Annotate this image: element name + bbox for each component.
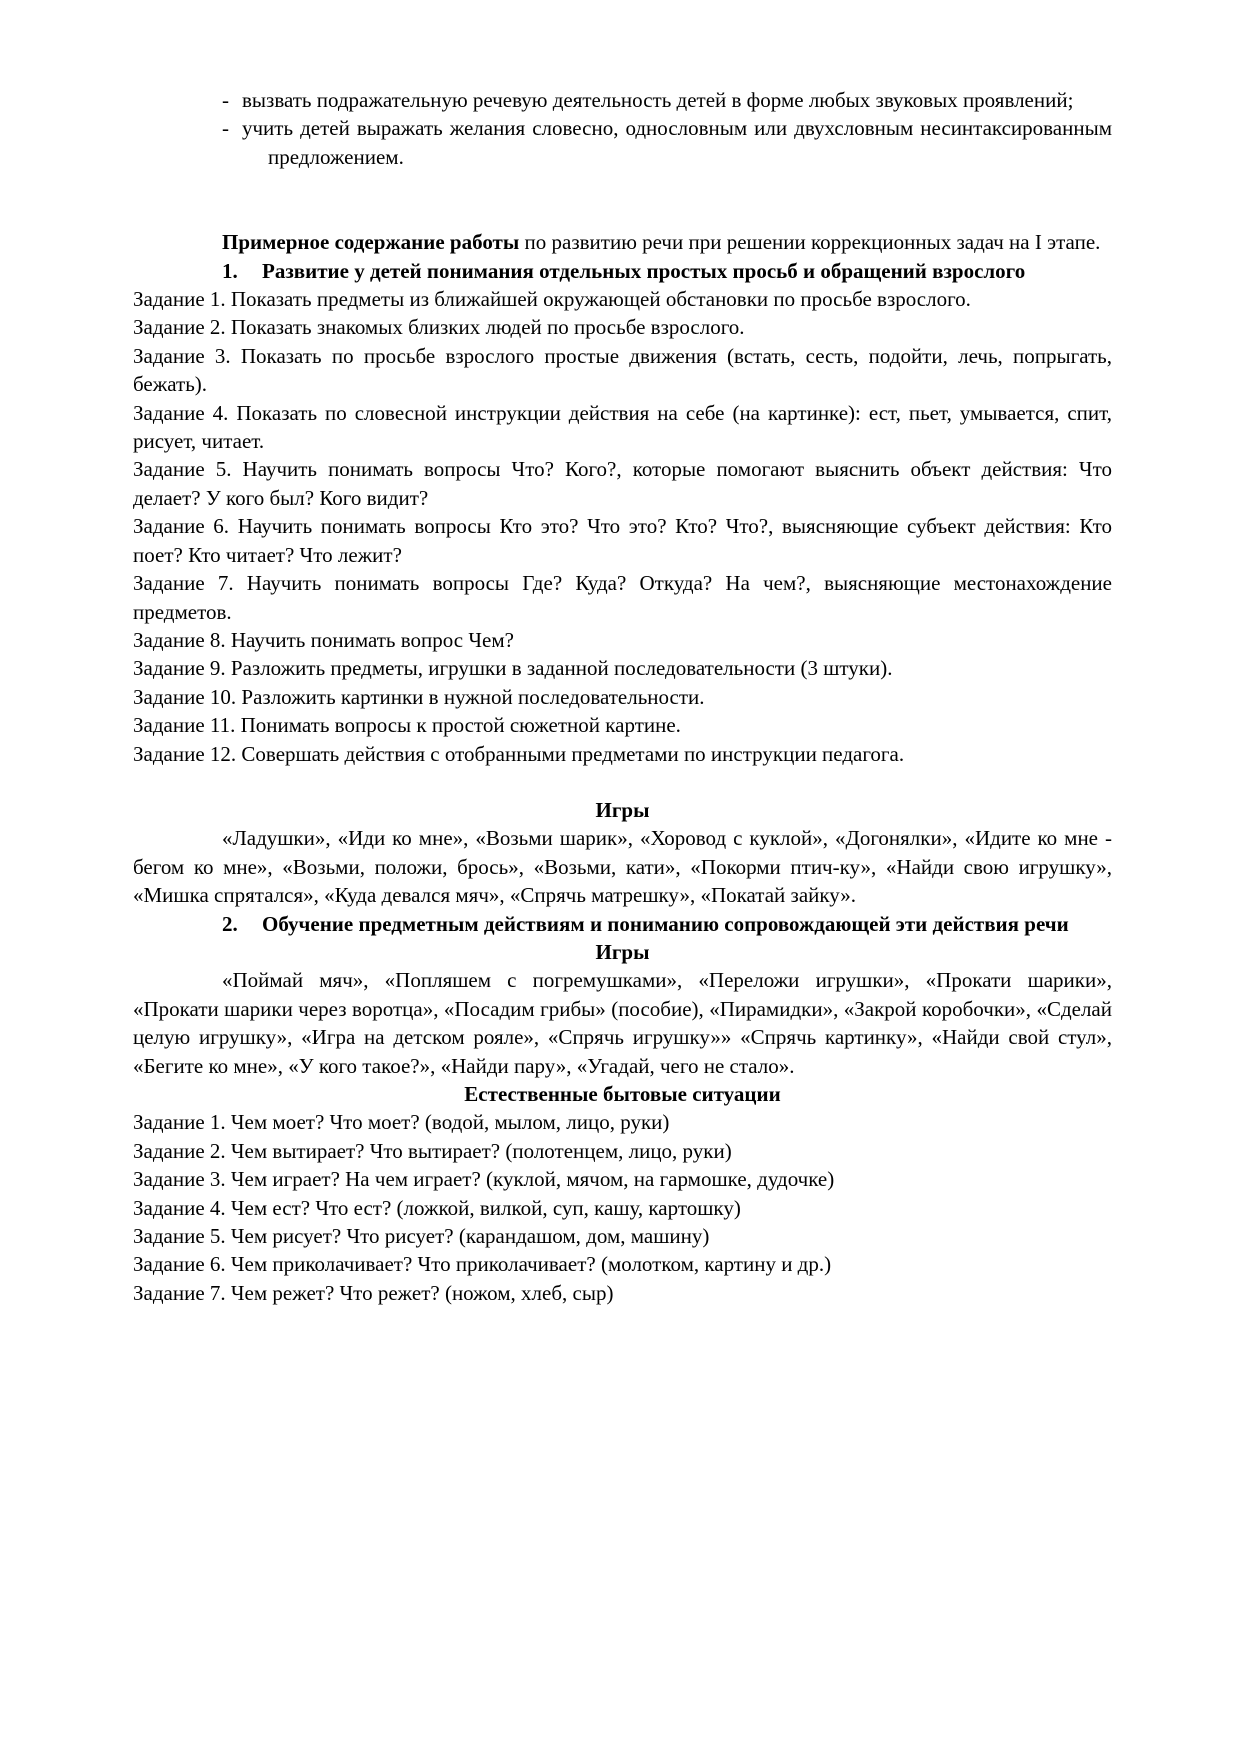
task-item: Задание 7. Чем режет? Что режет? (ножом, хлеб, сыр) [133,1280,614,1305]
intro-rest: по развитию речи при решении коррекционных задач на I этапе. [519,230,1101,255]
bullet-item [133,114,1112,171]
section2-heading [133,910,1112,938]
bullet-item [133,86,1112,114]
task-item: Задание 5. Научить понимать вопросы Что? Кого?, которые помогают выяснить объект действия: Что делает? У кого был? Кого видит? [133,457,1112,510]
task-item: Задание 12. Совершать действия с отобранными предметами по инструкции педагога. [133,741,905,766]
section2-games-paragraph: «Поймай мяч», «Попляшем с погремушками», «Переложи игрушки», «Прокати шарики», «Прокати шарики через воротца», «Посадим грибы» (пособие), «Пирамидки», «Закрой коробочки», «Сделай целую игрушку», «Игра на детском рояле», «Спрячь игрушку»» «Спрячь картинку», «Найди свой стул», «Бегите ко мне», «У кого такое?», «Найди пару», «Угадай, чего не стало». [133,968,1112,1078]
section2-task-list [133,1108,1112,1307]
section1-title: Развитие у детей понимания отдельных простых просьб и обращений взрослого [262,258,1026,283]
task-item: Задание 1. Чем моет? Что моет? (водой, мылом, лицо, руки) [133,1110,670,1135]
situations-heading: Естественные бытовые ситуации [464,1082,781,1106]
task-item: Задание 4. Показать по словесной инструкции действия на себе (на картинке): ест, пьет, умывается, спит, рисует, читает. [133,400,1112,454]
dash-bullet-marker: - [222,116,229,141]
task-item: Задание 6. Научить понимать вопросы Кто это? Что это? Кто? Что?, выясняющие субъект действия: Кто поет? Кто читает? Что лежит? [133,514,1112,567]
intro-paragraph [133,228,1112,256]
section1-number: 1. [222,258,238,283]
section2-title: Обучение предметным действиям и пониманию сопровождающей эти действия речи [262,911,1069,936]
bullet-text: учить детей выражать желания словесно, однословным или двухсловным несинтаксированным предложением. [242,116,1112,169]
task-item: Задание 2. Показать знакомых близких людей по просьбе взрослого. [133,315,745,340]
bullet-text: вызвать подражательную речевую деятельность детей в форме любых звуковых проявлений; [242,88,1074,112]
section2-games-heading: Игры [595,939,650,964]
task-item: Задание 6. Чем приколачивает? Что приколачивает? (молотком, картину и др.) [133,1252,832,1277]
task-item: Задание 2. Чем вытирает? Что вытирает? (полотенцем, лицо, руки) [133,1138,732,1163]
task-item: Задание 7. Научить понимать вопросы Где? Куда? Откуда? На чем?, выясняющие местонахождение предметов. [133,571,1112,624]
task-item: Задание 9. Разложить предметы, игрушки в заданной последовательности (3 штуки). [133,656,893,681]
section1-task-list [133,285,1112,768]
section1-games-heading: Игры [595,797,650,822]
section1-heading [133,257,1112,285]
task-item: Задание 5. Чем рисует? Что рисует? (карандашом, дом, машину) [133,1224,710,1249]
task-item: Задание 10. Разложить картинки в нужной последовательности. [133,684,705,709]
task-item: Задание 3. Показать по просьбе взрослого простые движения (встать, сесть, подойти, лечь, попрыгать, бежать). [133,343,1112,397]
task-item: Задание 3. Чем играет? На чем играет? (куклой, мячом, на гармошке, дудочке) [133,1167,835,1192]
intro-lead-bold: Примерное содержание работы [222,230,520,255]
section2-number: 2. [222,911,238,936]
bullet-list [133,86,1112,171]
task-item: Задание 1. Показать предметы из ближайшей окружающей обстановки по просьбе взрослого. [133,287,971,312]
task-item: Задание 8. Научить понимать вопрос Чем? [133,627,514,652]
task-item: Задание 4. Чем ест? Что ест? (ложкой, вилкой, суп, кашу, картошку) [133,1195,741,1220]
task-item: Задание 11. Понимать вопросы к простой сюжетной картине. [133,713,681,738]
section1-games-paragraph: «Ладушки», «Иди ко мне», «Возьми шарик», «Хоровод с куклой», «Догонялки», «Идите ко мне - бегом ко мне», «Возьми, положи, брось», «Возьми, кати», «Покорми птич-ку», «Найди свою игрушку», «Мишка спрятался», «Куда девался мяч», «Спрячь матрешку», «Покатай зайку». [133,826,1112,908]
dash-bullet-marker: - [222,88,229,112]
